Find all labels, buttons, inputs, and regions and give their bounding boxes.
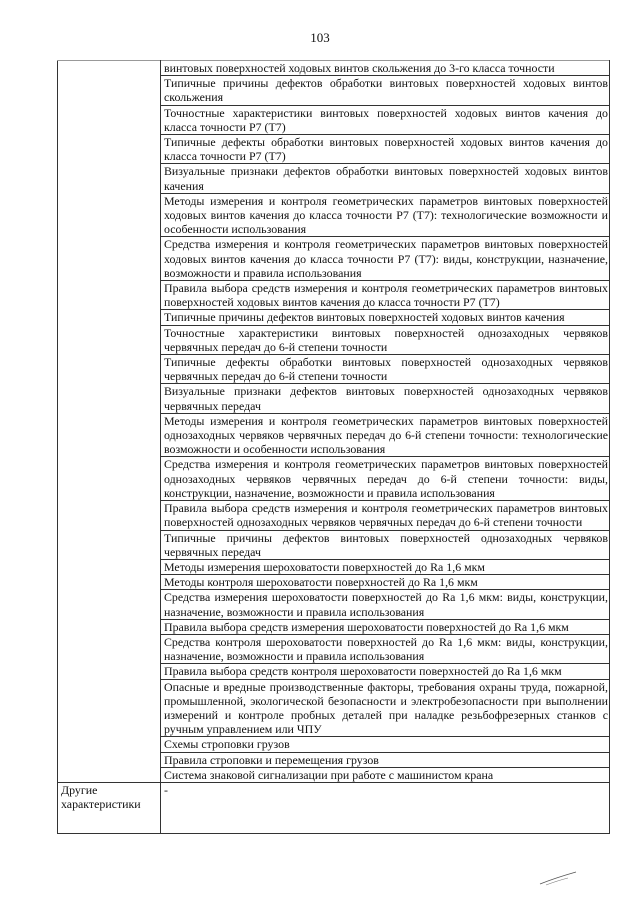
knowledge-item: Точностные характеристики винтовых поверхностей однозаходных червяков червячных передач до 6-й степени точности: [161, 325, 610, 354]
label-cell-knowledge: [58, 61, 161, 783]
knowledge-item: Типичные причины дефектов обработки винтовых поверхностей ходовых винтов скольжения: [161, 76, 610, 105]
other-characteristics-label: Другие характеристики: [58, 782, 161, 833]
knowledge-item: Типичные дефекты обработки винтовых поверхностей однозаходных червяков червячных передач до 6-й степени точности: [161, 355, 610, 384]
page-number: 103: [310, 30, 330, 45]
knowledge-item: Методы измерения шероховатости поверхностей до Ra 1,6 мкм: [161, 559, 610, 574]
knowledge-item: Визуальные признаки дефектов винтовых поверхностей однозаходных червяков червячных передач: [161, 384, 610, 413]
knowledge-item: Средства измерения и контроля геометрических параметров винтовых поверхностей ходовых винтов качения до класса точности Р7 (Т7): виды, конструкции, назначение, возможности и правила использования: [161, 237, 610, 281]
table-row: [58, 61, 610, 76]
knowledge-item: Средства измерения и контроля геометрических параметров винтовых поверхностей однозаходных червяков червячных передач до 6-й степени точности: виды, конструкции, назначение, возможности и правила использования: [161, 457, 610, 501]
knowledge-item: Методы измерения и контроля геометрических параметров винтовых поверхностей ходовых винтов качения до класса точности Р7 (Т7): технологические возможности и особенности использования: [161, 193, 610, 237]
knowledge-item: Средства контроля шероховатости поверхностей до Ra 1,6 мкм: виды, конструкции, назначение, возможности и правила использования: [161, 634, 610, 663]
knowledge-item: Типичные причины дефектов винтовых поверхностей ходовых винтов качения: [161, 310, 610, 325]
knowledge-item: Визуальные признаки дефектов обработки винтовых поверхностей ходовых винтов качения: [161, 164, 610, 193]
requirements-table: [57, 60, 610, 834]
knowledge-item: Методы контроля шероховатости поверхностей до Ra 1,6 мкм: [161, 575, 610, 590]
knowledge-item: Типичные дефекты обработки винтовых поверхностей ходовых винтов качения до класса точности Р7 (Т7): [161, 135, 610, 164]
knowledge-item: Схемы строповки грузов: [161, 737, 610, 752]
knowledge-item: Методы измерения и контроля геометрических параметров винтовых поверхностей однозаходных червяков червячных передач до 6-й степени точности: технологические возможности и особенности использования: [161, 413, 610, 457]
other-characteristics-row: [58, 782, 610, 833]
knowledge-item: винтовых поверхностей ходовых винтов скольжения до 3-го класса точности: [161, 61, 610, 76]
knowledge-item: Правила выбора средств измерения и контроля геометрических параметров винтовых поверхностей однозаходных червяков червячных передач до 6-й степени точности: [161, 501, 610, 530]
knowledge-item: Средства измерения шероховатости поверхностей до Ra 1,6 мкм: виды, конструкции, назначение, возможности и правила использования: [161, 590, 610, 619]
knowledge-item: Опасные и вредные производственные факторы, требования охраны труда, пожарной, промышленной, экологической безопасности и электробезопасности при выполнении измерений и контроле пробных деталей при наладке резьбофрезерных станков с ручным управлением или ЧПУ: [161, 679, 610, 737]
other-characteristics-value: -: [161, 782, 610, 833]
pen-mark-icon: [538, 870, 578, 886]
knowledge-item: Типичные причины дефектов винтовых поверхностей однозаходных червяков червячных передач: [161, 530, 610, 559]
knowledge-item: Правила выбора средств контроля шероховатости поверхностей до Ra 1,6 мкм: [161, 664, 610, 679]
knowledge-item: Правила строповки и перемещения грузов: [161, 752, 610, 767]
knowledge-item: Правила выбора средств измерения и контроля геометрических параметров винтовых поверхностей ходовых винтов качения до класса точности Р7 (Т7): [161, 281, 610, 310]
knowledge-item: Система знаковой сигнализации при работе с машинистом крана: [161, 767, 610, 782]
knowledge-item: Точностные характеристики винтовых поверхностей ходовых винтов качения до класса точности Р7 (Т7): [161, 105, 610, 134]
knowledge-item: Правила выбора средств измерения шероховатости поверхностей до Ra 1,6 мкм: [161, 619, 610, 634]
